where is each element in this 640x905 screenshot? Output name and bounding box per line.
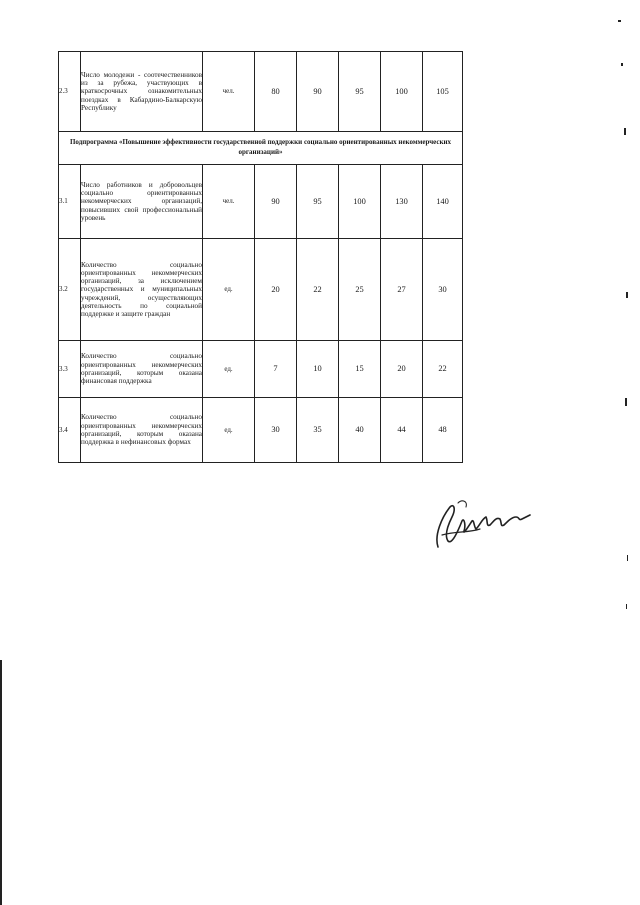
value-cell: 30 (423, 239, 463, 341)
scan-speck (625, 398, 627, 406)
value-cell: 105 (423, 52, 463, 132)
indicator-description: Количество социально ориентированных некоммерческих организаций, которым оказана поддержка в нефинансовых формах (81, 398, 203, 463)
row-number: 3.1 (59, 165, 81, 239)
value-cell: 22 (297, 239, 339, 341)
table-row (59, 341, 463, 398)
indicator-description: Число работников и добровольцев социально ориентированных некоммерческих организаций, повысивших свой профессиональный уровень (81, 165, 203, 239)
value-cell: 95 (297, 165, 339, 239)
unit-cell: ед. (203, 398, 255, 463)
value-cell: 44 (381, 398, 423, 463)
table-row (59, 165, 463, 239)
value-cell: 10 (297, 341, 339, 398)
scan-speck (626, 292, 628, 298)
unit-cell: ед. (203, 239, 255, 341)
row-number: 3.3 (59, 341, 81, 398)
value-cell: 130 (381, 165, 423, 239)
scan-edge-mark (0, 660, 2, 905)
value-cell: 90 (297, 52, 339, 132)
value-cell: 95 (339, 52, 381, 132)
indicators-table (58, 51, 463, 463)
value-cell: 27 (381, 239, 423, 341)
indicator-description: Количество социально ориентированных некоммерческих организаций, за исключением государственных и муниципальных учреждений, осуществляющих деятельность по социальной поддержке и защите граждан (81, 239, 203, 341)
indicator-description: Количество социально ориентированных некоммерческих организаций, которым оказана финансовая поддержка (81, 341, 203, 398)
value-cell: 25 (339, 239, 381, 341)
value-cell: 100 (339, 165, 381, 239)
value-cell: 20 (381, 341, 423, 398)
value-cell: 140 (423, 165, 463, 239)
value-cell: 22 (423, 341, 463, 398)
value-cell: 30 (255, 398, 297, 463)
scan-speck (627, 555, 628, 561)
scan-speck (624, 128, 626, 135)
handwritten-signature (428, 495, 536, 553)
value-cell: 20 (255, 239, 297, 341)
scan-speck (618, 20, 621, 22)
row-number: 2.3 (59, 52, 81, 132)
scan-speck (621, 63, 623, 66)
value-cell: 15 (339, 341, 381, 398)
unit-cell: чел. (203, 165, 255, 239)
table-row (59, 52, 463, 132)
scan-speck (626, 604, 627, 609)
value-cell: 80 (255, 52, 297, 132)
value-cell: 40 (339, 398, 381, 463)
row-number: 3.4 (59, 398, 81, 463)
subprogram-row (59, 132, 463, 165)
value-cell: 90 (255, 165, 297, 239)
value-cell: 48 (423, 398, 463, 463)
subprogram-title: Подпрограмма «Повышение эффективности государственной поддержки социально ориентированных некоммерческих организаций» (59, 132, 463, 165)
unit-cell: чел. (203, 52, 255, 132)
value-cell: 7 (255, 341, 297, 398)
row-number: 3.2 (59, 239, 81, 341)
unit-cell: ед. (203, 341, 255, 398)
value-cell: 100 (381, 52, 423, 132)
table-row (59, 398, 463, 463)
value-cell: 35 (297, 398, 339, 463)
indicator-description: Число молодежи - соотечественников из за рубежа, участвующих в краткосрочных ознакомительных поездках в Кабардино-Балкарскую Республику (81, 52, 203, 132)
table-row (59, 239, 463, 341)
